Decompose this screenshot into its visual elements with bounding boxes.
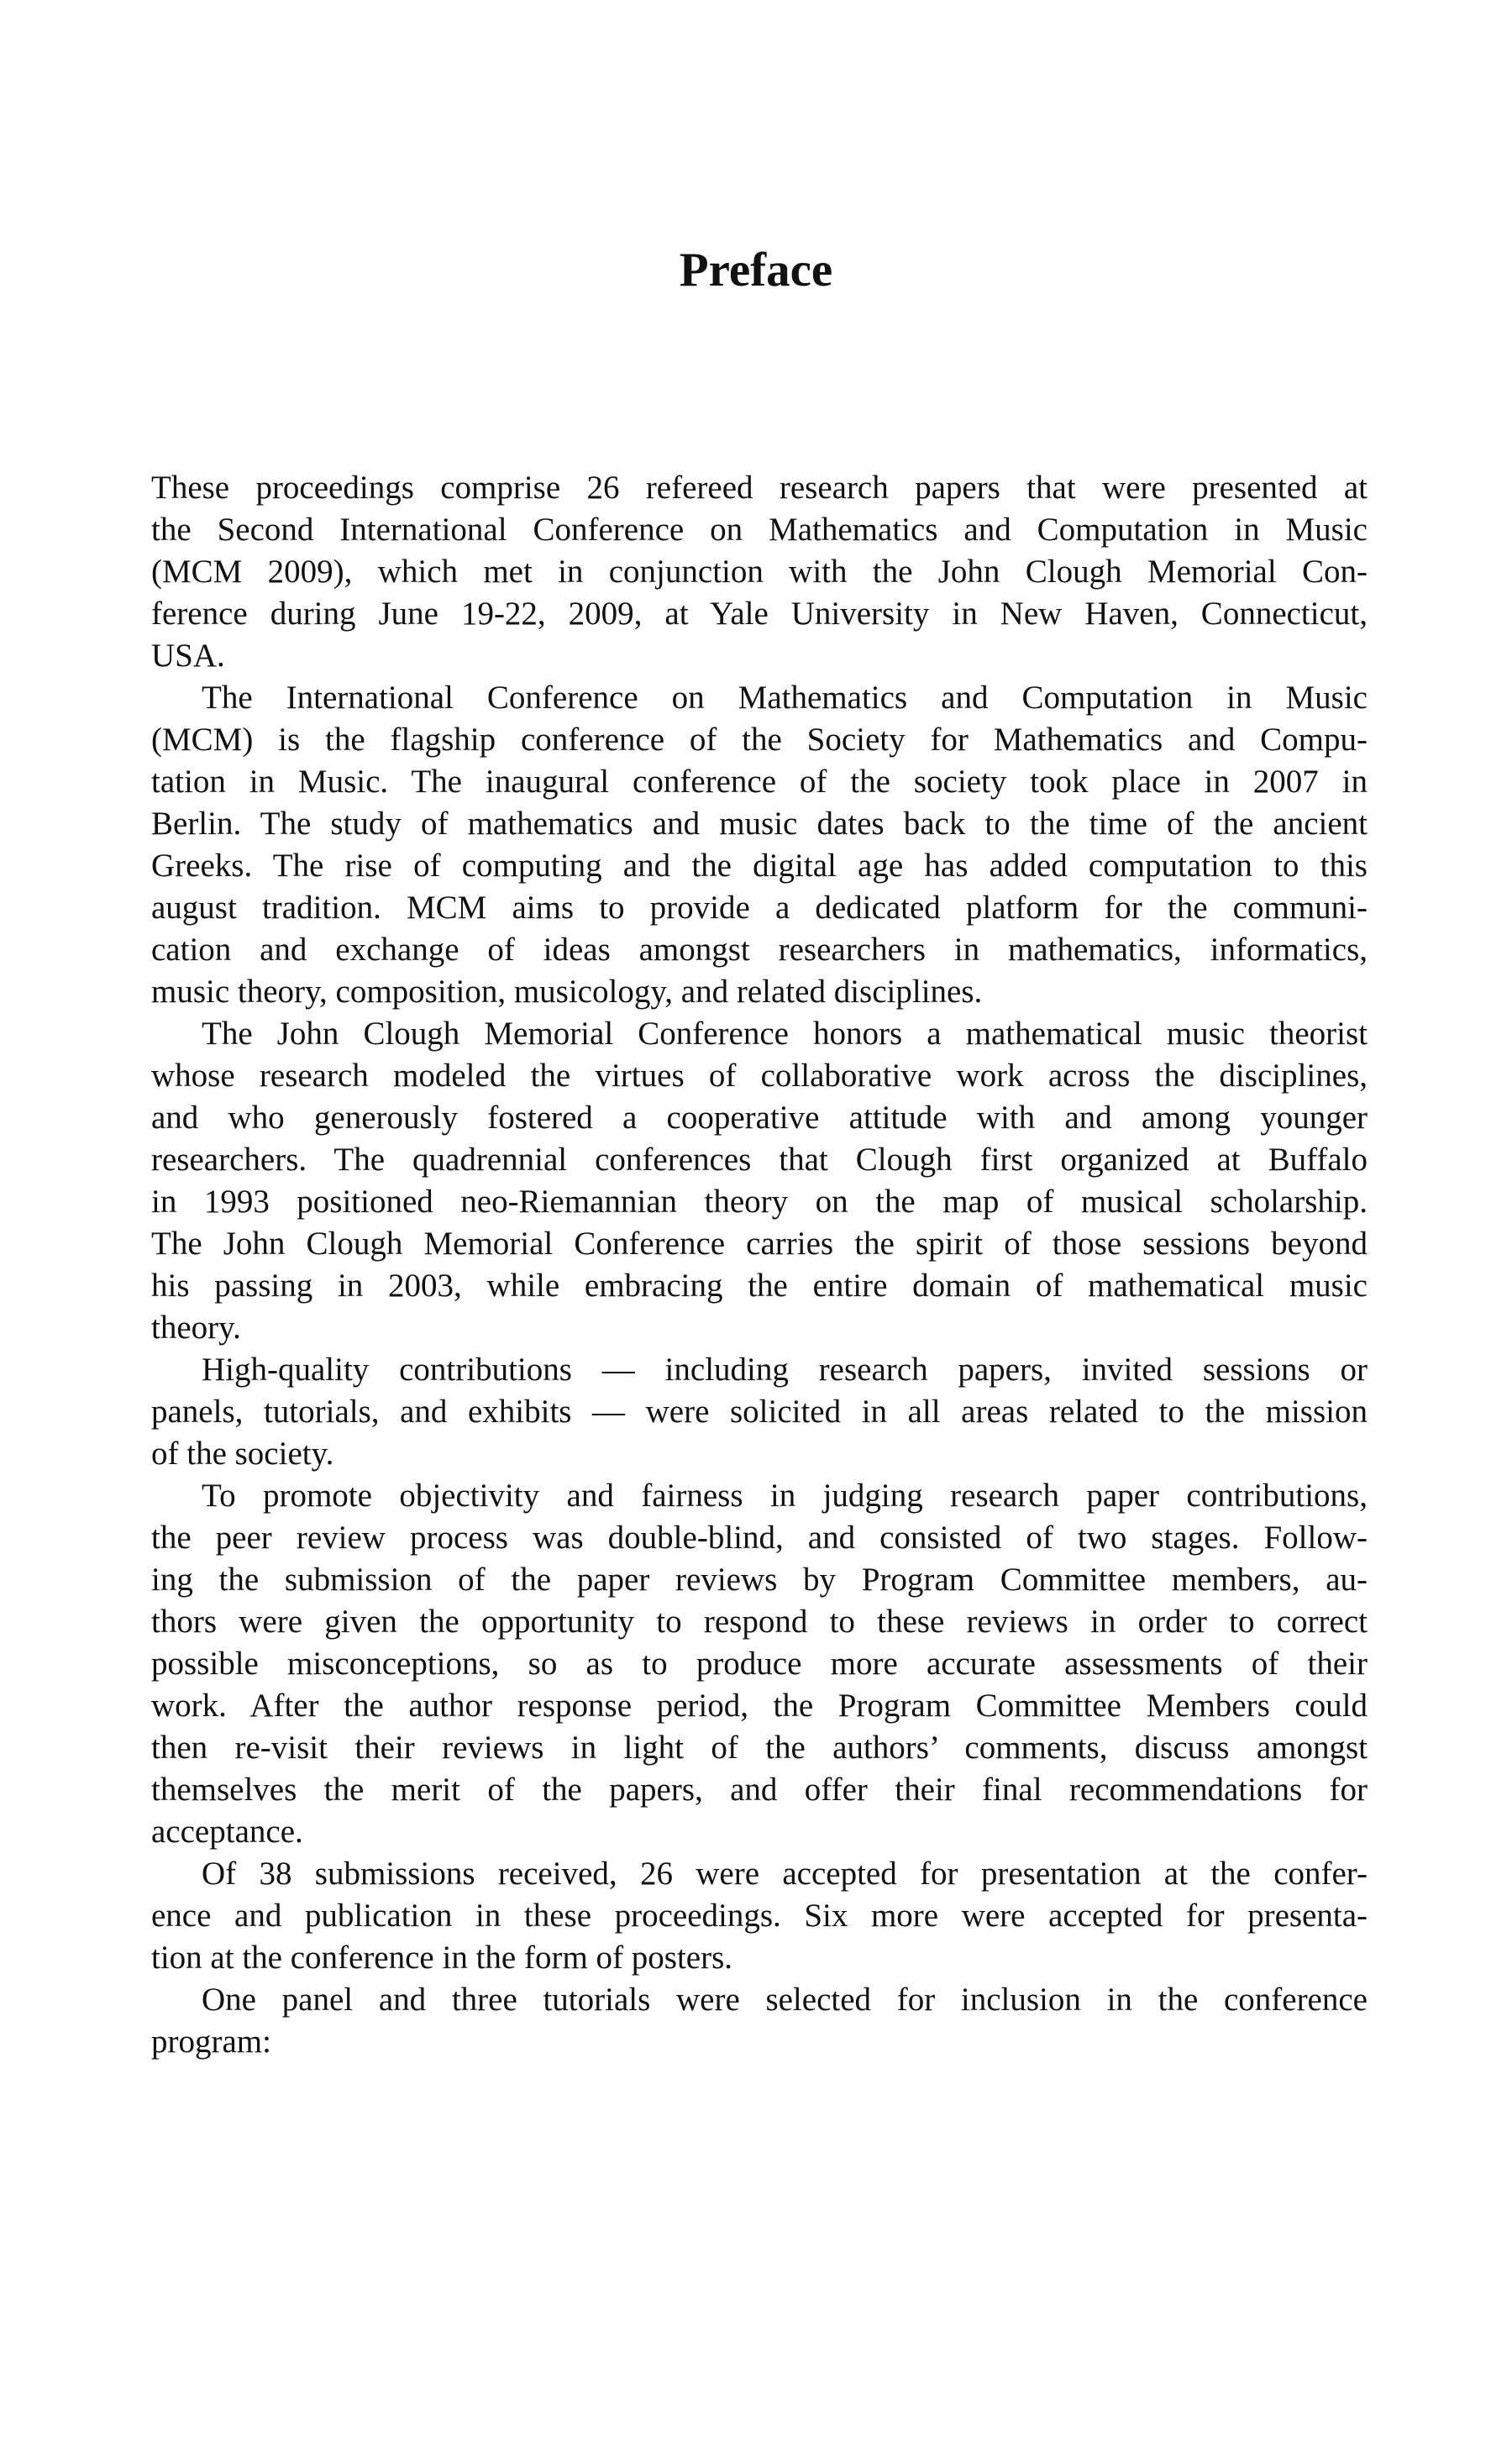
paragraph [151, 1349, 1368, 1475]
text-line: tion at the conference in the form of posters. [151, 1940, 733, 1976]
text-line: USA. [151, 638, 225, 674]
paragraph [151, 677, 1368, 1013]
text-line: music theory, composition, musicology, and related disciplines. [151, 974, 983, 1010]
text-line: possible misconceptions, so as to produce more accurate assessments of their [151, 1646, 1368, 1682]
paragraph [151, 467, 1368, 677]
text-line: High-quality contributions — including research papers, invited sessions or [202, 1352, 1368, 1388]
text-line: (MCM 2009), which met in conjunction with the John Clough Memorial Con- [151, 554, 1368, 590]
preface-body [151, 467, 1368, 2063]
paragraph [151, 1979, 1368, 2063]
text-line: Greeks. The rise of computing and the digital age has added computation to this [151, 848, 1368, 884]
text-line: researchers. The quadrennial conferences that Clough first organized at Buffalo [151, 1142, 1368, 1178]
text-line: ference during June 19-22, 2009, at Yale University in New Haven, Connecticut, [151, 596, 1368, 632]
text-line: whose research modeled the virtues of collaborative work across the disciplines, [151, 1058, 1368, 1094]
text-line: in 1993 positioned neo-Riemannian theory on the map of musical scholarship. [151, 1184, 1368, 1220]
text-line: ing the submission of the paper reviews by Program Committee members, au- [151, 1562, 1368, 1598]
text-line: To promote objectivity and fairness in judging research paper contributions, [202, 1478, 1368, 1514]
text-line: his passing in 2003, while embracing the entire domain of mathematical music [151, 1268, 1368, 1304]
paragraph [151, 1013, 1368, 1349]
text-line: theory. [151, 1310, 241, 1346]
text-line: (MCM) is the flagship conference of the Society for Mathematics and Compu- [151, 722, 1368, 758]
text-line: thors were given the opportunity to respond to these reviews in order to correct [151, 1604, 1368, 1640]
text-line: and who generously fostered a cooperative attitude with and among younger [151, 1100, 1368, 1136]
paragraph [151, 1475, 1368, 1853]
text-line: work. After the author response period, the Program Committee Members could [151, 1688, 1368, 1724]
text-line: of the society. [151, 1436, 334, 1472]
text-line: the peer review process was double-blind, and consisted of two stages. Follow- [151, 1520, 1368, 1556]
text-line: Berlin. The study of mathematics and music dates back to the time of the ancient [151, 806, 1368, 842]
text-line: the Second International Conference on Mathematics and Computation in Music [151, 512, 1368, 548]
paragraph [151, 1853, 1368, 1979]
text-line: program: [151, 2024, 271, 2060]
page-title: Preface [679, 244, 833, 297]
text-line: tation in Music. The inaugural conference of the society took place in 2007 in [151, 764, 1368, 800]
text-line: The International Conference on Mathematics and Computation in Music [202, 680, 1368, 716]
text-line: panels, tutorials, and exhibits — were solicited in all areas related to the mission [151, 1394, 1368, 1430]
text-line: august tradition. MCM aims to provide a dedicated platform for the communi- [151, 890, 1368, 926]
text-line: Of 38 submissions received, 26 were accepted for presentation at the confer- [202, 1856, 1368, 1892]
text-line: then re-visit their reviews in light of the authors’ comments, discuss amongst [151, 1730, 1368, 1766]
text-line: The John Clough Memorial Conference honors a mathematical music theorist [202, 1016, 1368, 1052]
text-line: One panel and three tutorials were selected for inclusion in the conference [202, 1982, 1368, 2018]
text-line: These proceedings comprise 26 refereed research papers that were presented at [151, 470, 1368, 506]
text-line: cation and exchange of ideas amongst researchers in mathematics, informatics, [151, 932, 1368, 968]
text-line: The John Clough Memorial Conference carries the spirit of those sessions beyond [151, 1226, 1368, 1262]
text-line: acceptance. [151, 1814, 303, 1850]
text-line: themselves the merit of the papers, and offer their final recommendations for [151, 1772, 1368, 1808]
text-line: ence and publication in these proceedings. Six more were accepted for presenta- [151, 1898, 1368, 1934]
